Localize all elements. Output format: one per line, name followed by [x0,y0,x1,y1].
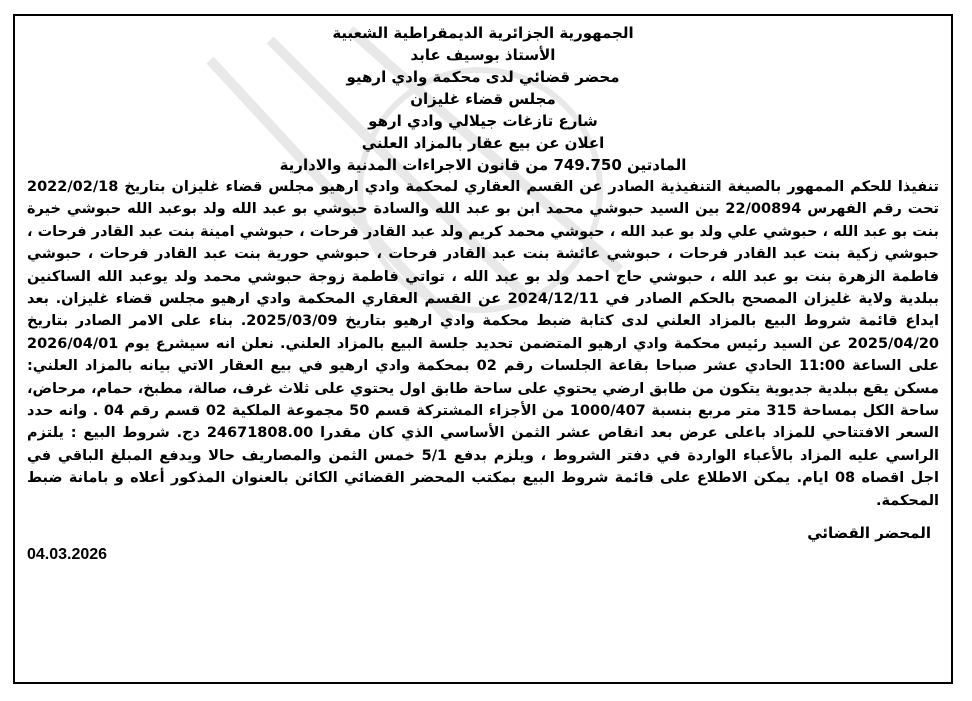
republic-heading: الجمهورية الجزائرية الديمقراطية الشعبية [332,24,634,42]
notice-body: تنفيذا للحكم الممهور بالصيغة التنفيذية الصادر عن القسم العقاري لمحكمة وادي ارهيو مجلس قضاء غليزان بتاريخ 2022/02/18 تحت رقم الفهرس 22/00894 بين السيد حبوشي محمد ابن بو عبد الله والسادة حبوشي بو عبد الله ولد بوعبد الله حبوشي خيرة بنت بو عبد الله ، حبوشي علي ولد بو عبد الله ، حبوشي محمد كريم ولد عبد القادر فرحات ، حبوشي امينة بنت عبد القادر فرحات ، حبوشي زكية بنت عبد القادر فرحات ، حبوشي عائشة بنت عبد القادر فرحات ، حبوشي حورية بنت عبد القادر فرحات ، حبوشي فاطمة الزهرة بنت بو عبد الله ، حبوشي حاج احمد ولد بو عبد الله ، تواتي فاطمة زوجة حبوشي محمد ولد يوعبد الله الساكنين ببلدية ولاية غليزان المصحح بالحكم الصادر في 2024/12/11 عن القسم العقاري المحكمة وادي ارهيو مجلس قضاء غليزان. بعد ايداع قائمة شروط البيع بالمزاد العلني لدى كتابة ضبط محكمة وادي ارهيو بتاريخ 2025/03/09. بناء على الامر الصادر بتاريخ 2025/04/20 عن السيد رئيس محكمة وادي ارهيو المتضمن تحديد جلسة البيع بالمزاد العلني. نعلن انه سيشرع يوم 2026/04/01 على الساعة 11:00 الحادي عشر صباحا بقاعة الجلسات رقم 02 بمحكمة وادي ارهيو في بيع العقار الاتي بيانه بالمزاد العلني: مسكن يقع ببلدية جديوية يتكون من طابق ارضي يحتوي على ساحة طابق اول يحتوي على ثلاث غرف، صالة، مطبخ، حمام، مرحاض، ساحة الكل بمساحة 315 متر مربع بنسبة 1000/407 من الأجزاء المشتركة قسم 50 مجموعة الملكية 02 قسم رقم 04 . وانه حدد السعر الافتتاحي للمزاد باعلى عرض بعد انقاص عشر الثمن الأساسي الذي كان مقدرا 24671808.00 دج. شروط البيع : يلتزم الراسي عليه المزاد بالأعباء الواردة في دفتر الشروط ، ويلزم بدفع 5/1 خمس الثمن والمصاريف حالا ويدفع المبلغ الباقي في اجل اقصاه 08 ايام. يمكن الاطلاع على قائمة شروط البيع بمكتب المحضر القضائي الكائن بالعنوان المذكور أعلاه و بامانة ضبط المحكمة. [26,179,940,509]
legal-notice-box [13,14,953,684]
signature-date: 04.03.2026 [27,546,108,564]
office-address: شارع تازغات جيلالي وادي ارهو [368,112,598,130]
signature-title: المحضر القضائي [807,524,931,543]
bailiff-office: محضر قضائي لدى محكمة وادي ارهيو [346,68,620,86]
judicial-council: مجلس قضاء غليزان [410,90,556,108]
bailiff-name: الأستاذ بوسيف عابد [410,46,556,64]
legal-basis: المادتين 749.750 من قانون الاجراءات المدنية والادارية [279,156,687,174]
signature-block [27,522,939,566]
notice-title: اعلان عن بيع عقار بالمزاد العلني [361,134,605,152]
